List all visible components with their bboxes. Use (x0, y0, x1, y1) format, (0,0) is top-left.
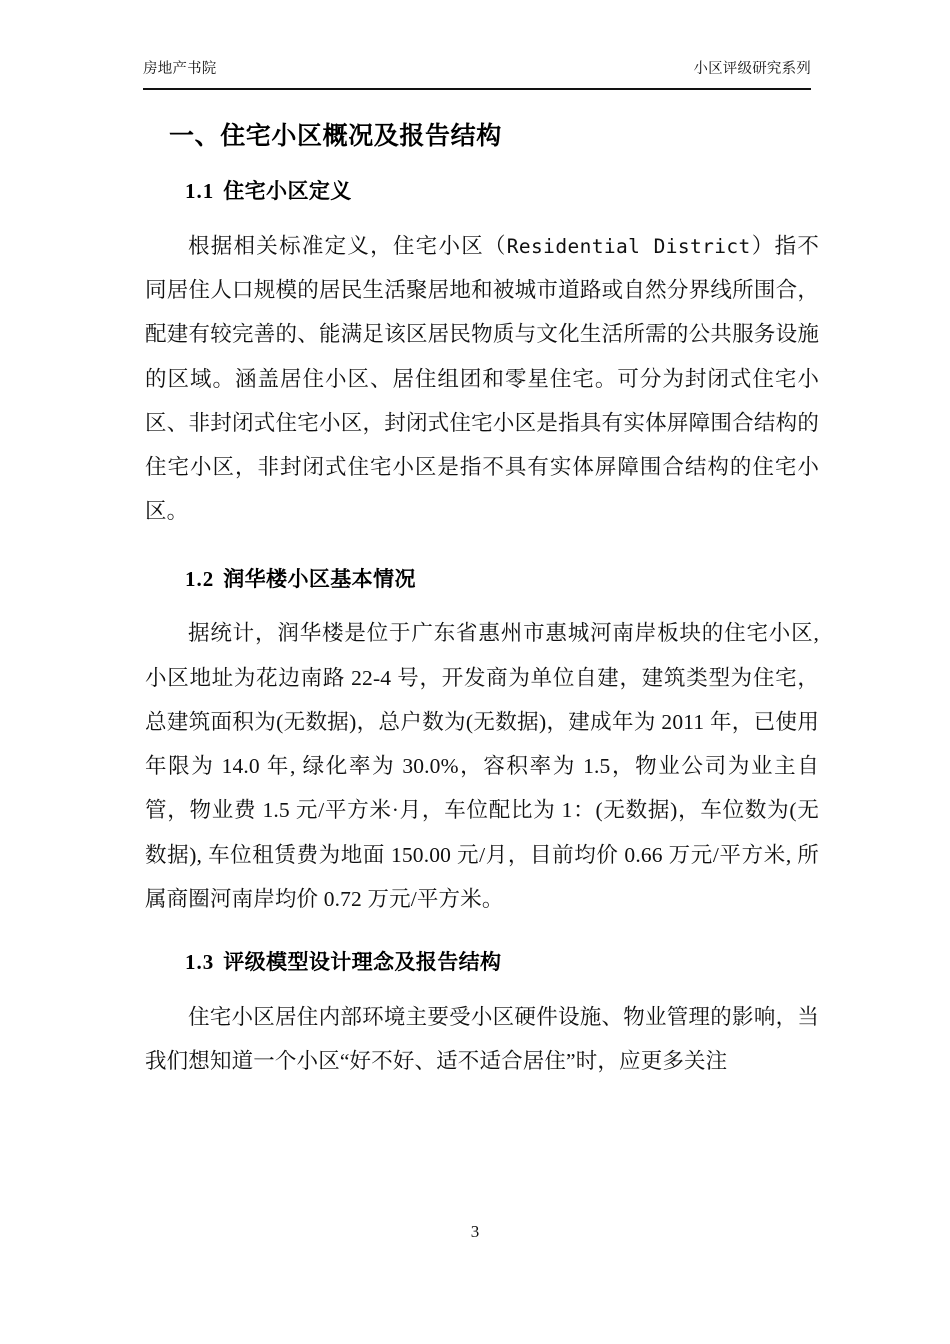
running-header (143, 62, 811, 78)
paragraph-rating-model: 住宅小区居住内部环境主要受小区硬件设施、物业管理的影响，当我们想知道一个小区“好不好、适不适合居住”时，应更多关注 (145, 1004, 819, 1073)
spacer (145, 921, 819, 947)
spacer (145, 595, 819, 611)
subsection-title-1-3: 评级模型设计理念及报告结构 (223, 950, 502, 975)
header-right-text: 小区评级研究系列 (693, 61, 811, 77)
definition-english-term: Residential District (506, 234, 751, 258)
definition-text-rest: ）指不同居住人口规模的居民生活聚居地和被城市道路或自然分界线所围合，配建有较完善的、能满足该区居民物质与文化生活所需的公共服务设施的区域。涵盖居住小区、居住组团和零星住宅。可分为封闭式住宅小区、非封闭式住宅小区，封闭式住宅小区是指具有实体屏障围合结构的住宅小区，非封闭式住宅小区是指不具有实体屏障围合结构的住宅小区。 (145, 233, 819, 524)
definition-text-lead: 根据相关标准定义，住宅小区（ (188, 233, 507, 258)
section-heading-1: 一、住宅小区概况及报告结构 (169, 121, 502, 150)
subsection-title-1-2: 润华楼小区基本情况 (223, 566, 416, 591)
spacer (145, 534, 819, 564)
spacer (145, 154, 819, 176)
header-left-text: 房地产书院 (143, 61, 217, 77)
subsection-title-1-1: 住宅小区定义 (223, 179, 352, 204)
spacer (145, 979, 819, 995)
page-number: 3 (470, 1222, 480, 1241)
paragraph-definition (145, 224, 819, 534)
subsection-heading-1-1 (145, 176, 819, 208)
paragraph-community-basics: 据统计，润华楼是位于广东省惠州市惠城河南岸板块的住宅小区, 小区地址为花边南路 22-4 号，开发商为单位自建，建筑类型为住宅，总建筑面积为(无数据)，总户数为(无数据)，建成年为 2011 年，已使用年限为 14.0 年, 绿化率为 30.0%，容积率为 1.5，物业公司为业主自管，物业费 1.5 元/平方米·月，车位配比为 1：(无数据)，车位数为(无数据), 车位租赁费为地面 150.00 元/月，目前均价 0.66 万元/平方米, 所属商圈河南岸均价 0.72 万元/平方米。 (145, 621, 819, 911)
document-body (145, 118, 819, 1083)
spacer (145, 208, 819, 224)
subsection-heading-1-3 (145, 947, 819, 979)
subsection-number-1-3: 1.3 (185, 950, 215, 975)
subsection-heading-1-2 (145, 564, 819, 596)
subsection-number-1-1: 1.1 (185, 179, 215, 204)
subsection-number-1-2: 1.2 (185, 566, 215, 591)
header-divider (143, 88, 811, 90)
